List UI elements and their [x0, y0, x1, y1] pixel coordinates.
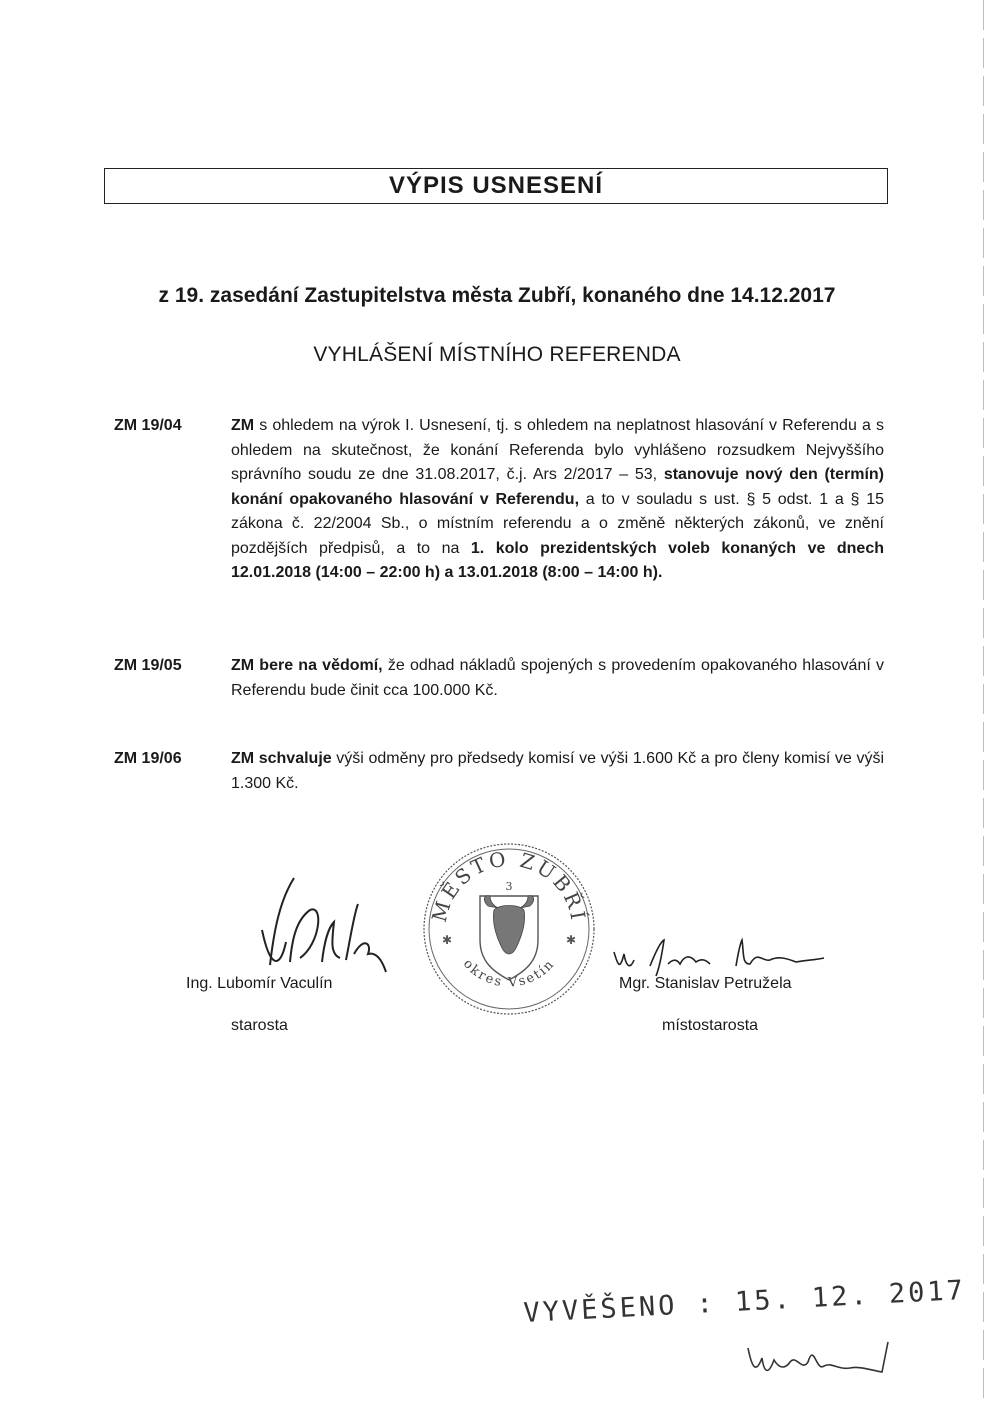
signatory-right-name: Mgr. Stanislav Petružela: [619, 975, 792, 992]
signature-mayor: [250, 870, 390, 980]
resolution-text: [231, 747, 884, 796]
resolution-text-bold: ZM bere na vědomí,: [231, 657, 383, 674]
resolution-text-bold: 1. kolo prezidentských voleb konaných ve dnech 12.01.2018 (14:00 – 22:00 h) a 13.01.2018 (8:00 – 14:00 h).: [231, 539, 885, 581]
resolution-text-bold: ZM: [231, 417, 255, 434]
resolution-text: [231, 414, 884, 586]
resolution-code: ZM 19/05: [114, 657, 182, 674]
resolution-text-regular: že odhad nákladů spojených s provedením opakovaného hlasování v Referendu bude činit cca 100.000 Kč.: [231, 657, 884, 699]
resolution-code: ZM 19/04: [114, 417, 182, 434]
signatory-left-role: starosta: [231, 1017, 288, 1034]
stamp-star-icon: ✱: [566, 933, 577, 947]
resolution-text-regular: výši odměny pro předsedy komisí ve výši 1.600 Kč a pro členy komisí ve výši 1.300 Kč.: [231, 750, 885, 792]
resolution-19-06: [114, 747, 884, 796]
city-stamp: [420, 840, 598, 1018]
posting-initials-signature: [748, 1342, 888, 1372]
resolution-text-regular: a to v souladu s ust. § 5 odst. 1 a § 15 zákona č. 22/2004 Sb., o místním referendu a o změně některých zákonů, ve znění pozdějších předpisů, a to na: [231, 490, 885, 557]
stamp-top-text: MĚSTO ZUBŘÍ: [426, 846, 591, 925]
signatory-left-name: Ing. Lubomír Vaculín: [186, 975, 333, 992]
stamp-bottom-text: okres Vsetín: [459, 956, 559, 991]
stamp-star-icon: ✱: [442, 933, 453, 947]
signature-deputy-mayor: [610, 936, 830, 980]
resolution-text: [231, 654, 884, 703]
resolution-text-bold: stanovuje nový den (termín) konání opakovaného hlasování v Referendu,: [231, 466, 884, 508]
resolution-19-05: [114, 654, 884, 703]
resolution-code: ZM 19/06: [114, 750, 182, 767]
signatory-right-role: místostarosta: [662, 1017, 759, 1034]
document-title: VÝPIS USNESENÍ: [388, 172, 604, 199]
resolution-19-04: [114, 414, 884, 586]
bison-head-icon: [484, 896, 533, 954]
stamp-number: 3: [505, 880, 513, 893]
document-subtitle: z 19. zasedání Zastupitelstva města Zubří, konaného dne 14.12.2017: [158, 284, 836, 307]
scan-edge-line: [983, 0, 984, 1402]
title-box: [104, 168, 888, 204]
posting-date-note: VYVĚŠENO : 15. 12. 2017: [522, 1274, 967, 1329]
resolution-text-regular: s ohledem na výrok I. Usnesení, tj. s ohledem na neplatnost hlasování v Referendu a s ohledem na skutečnost, že konání Referenda bylo vyhlášeno rozsudkem Nejvyššího správního soudu ze dne 31.08.2017, č.j. Ars 2/2017 – 53,: [231, 417, 884, 483]
resolution-text-bold: ZM schvaluje: [231, 750, 332, 767]
section-heading: VYHLÁŠENÍ MÍSTNÍHO REFERENDA: [313, 343, 681, 366]
handwritten-posting-note: [520, 1274, 967, 1392]
